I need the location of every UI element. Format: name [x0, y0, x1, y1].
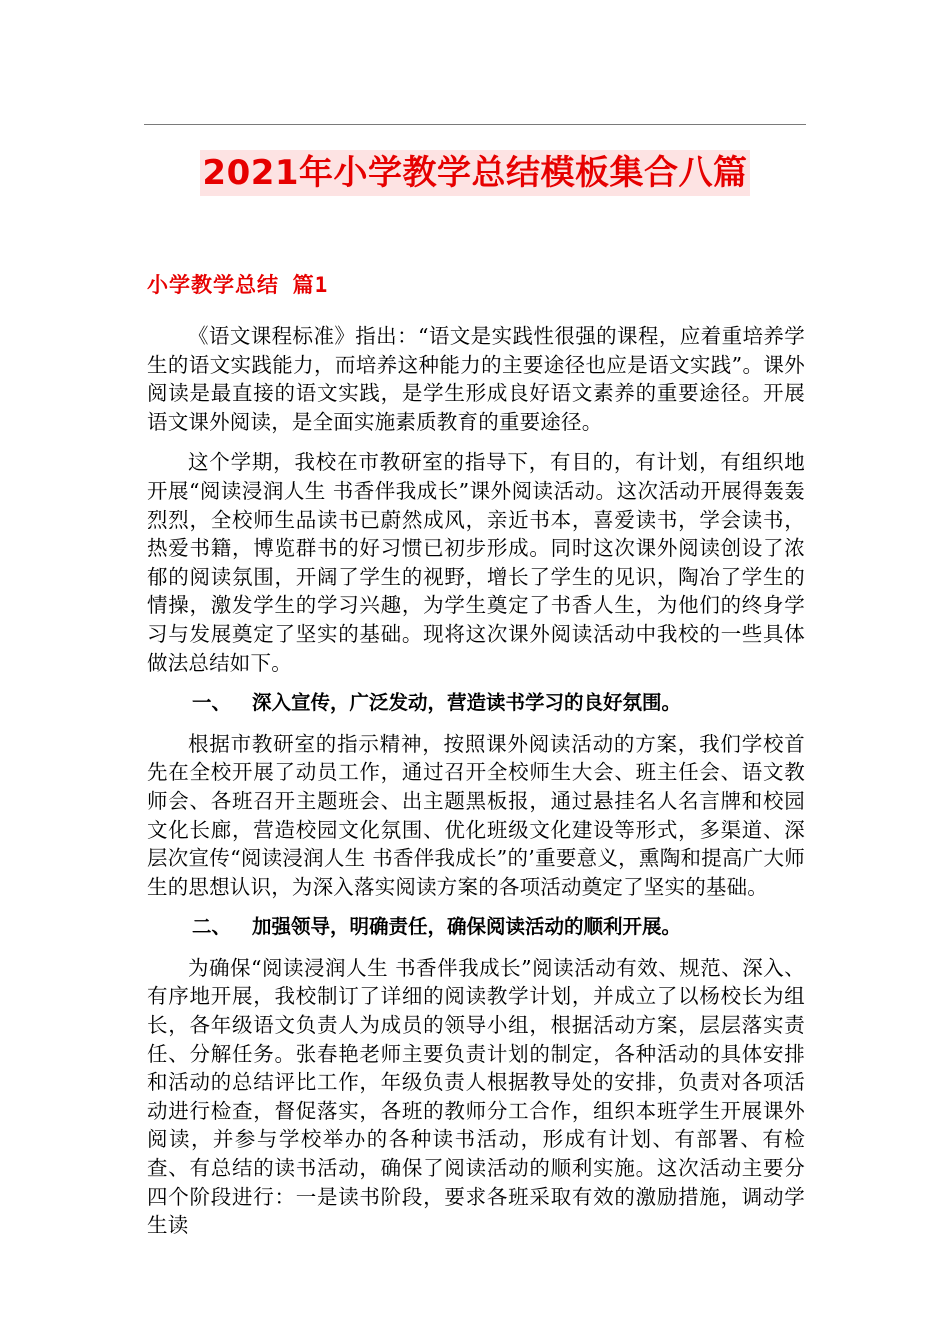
subheading-2	[147, 913, 805, 942]
header-rule	[144, 124, 806, 125]
paragraph-1: 《语文课程标准》指出：“语文是实践性很强的课程，应着重培养学生的语文实践能力，而培养这种能力的主要途径也应是语文实践”。课外阅读是最直接的语文实践，是学生形成良好语文素养的重要途径。开展语文课外阅读，是全面实施素质教育的重要途径。	[147, 324, 805, 434]
subheading-2-number: 二、	[192, 915, 232, 939]
paragraph-2: 这个学期，我校在市教研室的指导下，有目的，有计划，有组织地开展“阅读浸润人生 书香伴我成长”课外阅读活动。这次活动开展得轰轰烈烈，全校师生品读书已蔚然成风，亲近书本，喜爱读书，学会读书，热爱书籍，博览群书的好习惯已初步形成。同时这次课外阅读创设了浓郁的阅读氛围，开阔了学生的视野，增长了学生的见识，陶冶了学生的情操，激发学生的学习兴趣，为学生奠定了书香人生，为他们的终身学习与发展奠定了坚实的基础。现将这次课外阅读活动中我校的一些具体做法总结如下。	[147, 450, 805, 675]
subheading-1-text: 深入宣传，广泛发动，营造读书学习的良好氛围。	[252, 691, 682, 715]
document-body	[147, 322, 805, 1252]
paragraph-4: 为确保“阅读浸润人生 书香伴我成长”阅读活动有效、规范、深入、有序地开展，我校制订了详细的阅读教学计划，并成立了以杨校长为组长，各年级语文负责人为成员的领导小组，根据活动方案，层层落实责任、分解任务。张春艳老师主要负责计划的制定，各种活动的具体安排和活动的总结评比工作，年级负责人根据教导处的安排，负责对各项活动进行检查，督促落实，各班的教师分工合作，组织本班学生开展课外阅读，并参与学校举办的各种读书活动，形成有计划、有部署、有检查、有总结的读书活动，确保了阅读活动的顺利实施。这次活动主要分四个阶段进行：一是读书阶段，要求各班采取有效的激励措施，调动学生读	[147, 955, 805, 1238]
subheading-1	[147, 689, 805, 718]
subheading-2-text: 加强领导，明确责任，确保阅读活动的顺利开展。	[252, 915, 682, 939]
section-heading: 小学教学总结 篇1	[147, 273, 329, 297]
subheading-1-number: 一、	[192, 691, 232, 715]
document-title	[0, 150, 950, 196]
document-title-text: 2021年小学教学总结模板集合八篇	[200, 150, 749, 196]
paragraph-3: 根据市教研室的指示精神，按照课外阅读活动的方案，我们学校首先在全校开展了动员工作，通过召开全校师生大会、班主任会、语文教师会、各班召开主题班会、出主题黑板报，通过悬挂名人名言牌和校园文化长廊，营造校园文化氛围、优化班级文化建设等形式，多渠道、深层次宣传“阅读浸润人生 书香伴我成长”的’重要意义，熏陶和提高广大师生的思想认识，为深入落实阅读方案的各项活动奠定了坚实的基础。	[147, 731, 805, 899]
